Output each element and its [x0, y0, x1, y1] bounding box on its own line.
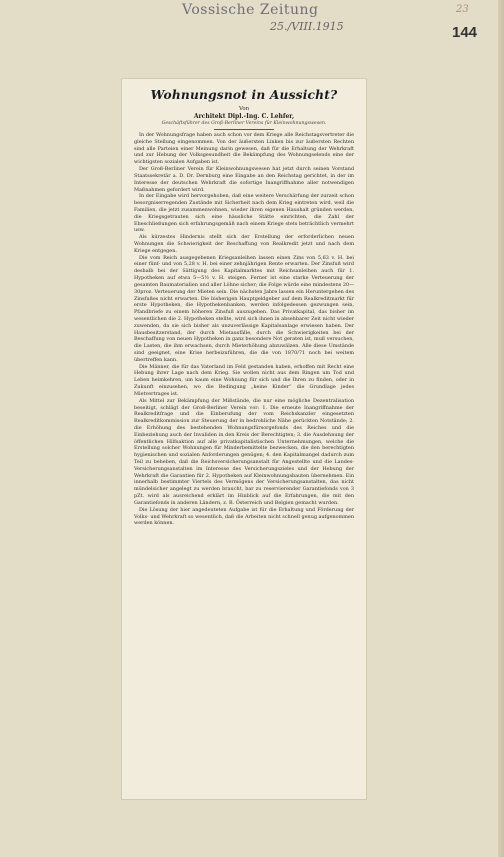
- page-number: 144: [452, 24, 478, 41]
- article-paragraph: In der Eingabe wird hervorgehoben, daß eine weitere Verschärfung der zurzeit schon besorgniserregenden Zustände mit Sicherheit nach dem Krieg eintreten wird, weil die Familien, die jetzt zusammenwohnen, wieder ihren eigenen Haushalt gründen werden, die Kriegsgetrauten sich eine häusliche Stätte einrichten, die Zahl der Eheschließungen sich erfahrungsgemäß nach einem Kriege stets beträchtlich vermehrt usw.: [134, 193, 354, 234]
- article-paragraph: Als Mittel zur Bekämpfung der Mißstände, die nur eine mögliche Dezentralisation beseitigt, schlägt der Groß-Berliner Verein vor: 1. Die erneute Inangriffnahme der Realkreditfrage und die Einberufung der vom Reichskanzler eingesetzten Realkreditkommission zur Steuerung der in bedrohliche Nähe gerückten Notstände; 2. die Erhöhung des bestehenden Wohnungsfürsorgefonds des Reiches und die Einbeziehung auch der Invaliden in den Kreis der Berechtigten; 3. die Ausdehnung der öffentlichen Hilfsaktion auf alle privatkapitalistischen Unternehmungen, welche die Erstellung solcher Wohnungen für Minderbemittelte bezwecken, die den berechtigten hygienischen und sozialen Anforderungen genügen; 4. den Kapitalmangel dadurch zum Teil zu beheben, daß die Reichsversicherungsanstalt für Angestellte und die Landes-Versicherungsanstalten im Interesse des Versicherungszieles und der Hebung der Wehrkraft die Garantien für 2. Hypotheken auf Kleinwohnungsbauten übernehmen. Ein innerhalb bestimmter Viertels des Vermögens der Versicherungsanstalten, das nicht mündelsicher angelegt zu werden braucht, bar zu reservierender Garantiefonds von 3 pZt. wird als ausreichend erklärt im Hinblick auf die Erfahrungen, die mit den Garantiefonds in anderen Ländern, z. B. Österreich und Belgien gemacht wurden.: [134, 397, 354, 506]
- article-paragraph: Der Groß-Berliner Verein für Kleinwohnungswesen hat jetzt durch seinen Vorstand Staatssekretär a. D. Dr. Dernburg eine Eingabe an den Reichstag gerichtet, in der im Interesse der deutschen Wehrkraft die sofortige Inangriffnahme aller notwendigen Maßnahmen gefordert wird.: [134, 166, 354, 193]
- author-affiliation: Geschäftsführer des Groß-Berliner Vereins für Kleinwohnungswesen.: [161, 121, 327, 126]
- sheet-edge: [498, 0, 504, 857]
- article-paragraph: Die Lösung der hier angedeuteten Aufgabe ist für die Erhaltung und Förderung der Volks- und Wehrkraft so wesentlich, daß die Arbeiten nicht schnell genug aufgenommen werden können.: [134, 506, 354, 527]
- title-separator: [214, 129, 274, 130]
- article-paragraph: In der Wohnungsfrage haben auch schon vor dem Kriege alle Reichstagsvertreter die gleiche Stellung eingenommen. Von der äußersten Linken bis zur äußersten Rechten sind alle Parteien einer Meinung darin gewesen, daß für die Erhaltung der Wehrkraft und zur Hebung der Volksgesundheit die Bekämpfung des Wohnungselends eine der wichtigsten sozialen Aufgaben ist.: [134, 132, 354, 166]
- article-paragraph: Die Männer, die für das Vaterland im Feld gestanden haben, erhoffen mit Recht eine Hebung ihrer Lage nach dem Krieg. Sie wollen nicht aus dem Ringen um Tod und Leben heimkehren, um kaum eine Wohnung für sich und die Ihren zu finden, oder in Zukunft einzusehen, wo die Bedingung „keine Kinder“ die Grundlage jedes Mietvertrages ist.: [134, 363, 354, 397]
- newspaper-clipping: [122, 79, 366, 799]
- article-byline: Von: [238, 106, 250, 112]
- article-paragraph: Die vom Reich ausgegebenen Kriegsanleihen lassen einen Zins von 5,63 v. H. bei einer fünf- und von 5,28 v. H. bei einer zehnjährigen Rente erwarten. Der Zinsfuß wird deshalb bei der Sättigung des Kapitalmarktes mit Reichsanleihen auch für 1. Hypotheken auf etwa 5—5½ v. H. steigen. Ferner ist eine starke Verteuerung der gesamten Baumaterialien und aller Löhne sicher; die Folge würde eine mindestens 20—30proz. Verteuerung der Mieten sein. Die nächsten Jahre lassen ein Heruntergehen des Zinsfußes nicht erwarten. Die bisherigen Hauptgeldgeber auf dem Realkreditmarkt für erste Hypotheken, die Hypothekenbanken, werden infolgedessen gezwungen sein, Pfandbriefe zu einem höheren Zinsfuß auszugeben. Das Privatkapital, das bisher im wesentlichen die 2. Hypotheken stellte, wird sich ihnen in absehbarer Zeit nicht wieder zuwenden, da sie sich bisher als unzuverlässige Kapitalsanlage erwiesen haben. Der Hausbesitzerstand, der durch Mietausfälle, durch die Schwierigkeiten bei der Beschaffung von neuen Hypotheken in ganz besondere Not geraten ist, muß versuchen, die Lasten, die ihm erwachsen, durch Mieterhöhung abzuwälzen. Alle diese Umstände sind geeignet, eine Krise herbeizuführen, die die von 1870/71 noch bei weitem übertreffen kann.: [134, 254, 354, 363]
- handwritten-date: 25./VIII.1915: [270, 20, 344, 33]
- article-title: Wohnungsnot in Aussicht?: [150, 88, 338, 102]
- pencil-mark: 23: [456, 4, 469, 15]
- article-paragraph: Als kürzestes Hindernis stellt sich der Erstellung der erforderlichen neuen Wohnungen die Schwierigkeit der Beschaffung von Realkredit jetzt und nach dem Kriege entgegen.: [134, 234, 354, 254]
- clipping-text-column: [134, 82, 354, 794]
- article-author: Architekt Dipl.-Ing. C. Lehfer,: [193, 113, 295, 120]
- newspaper-name-stamp: Vossische Zeitung: [182, 2, 319, 18]
